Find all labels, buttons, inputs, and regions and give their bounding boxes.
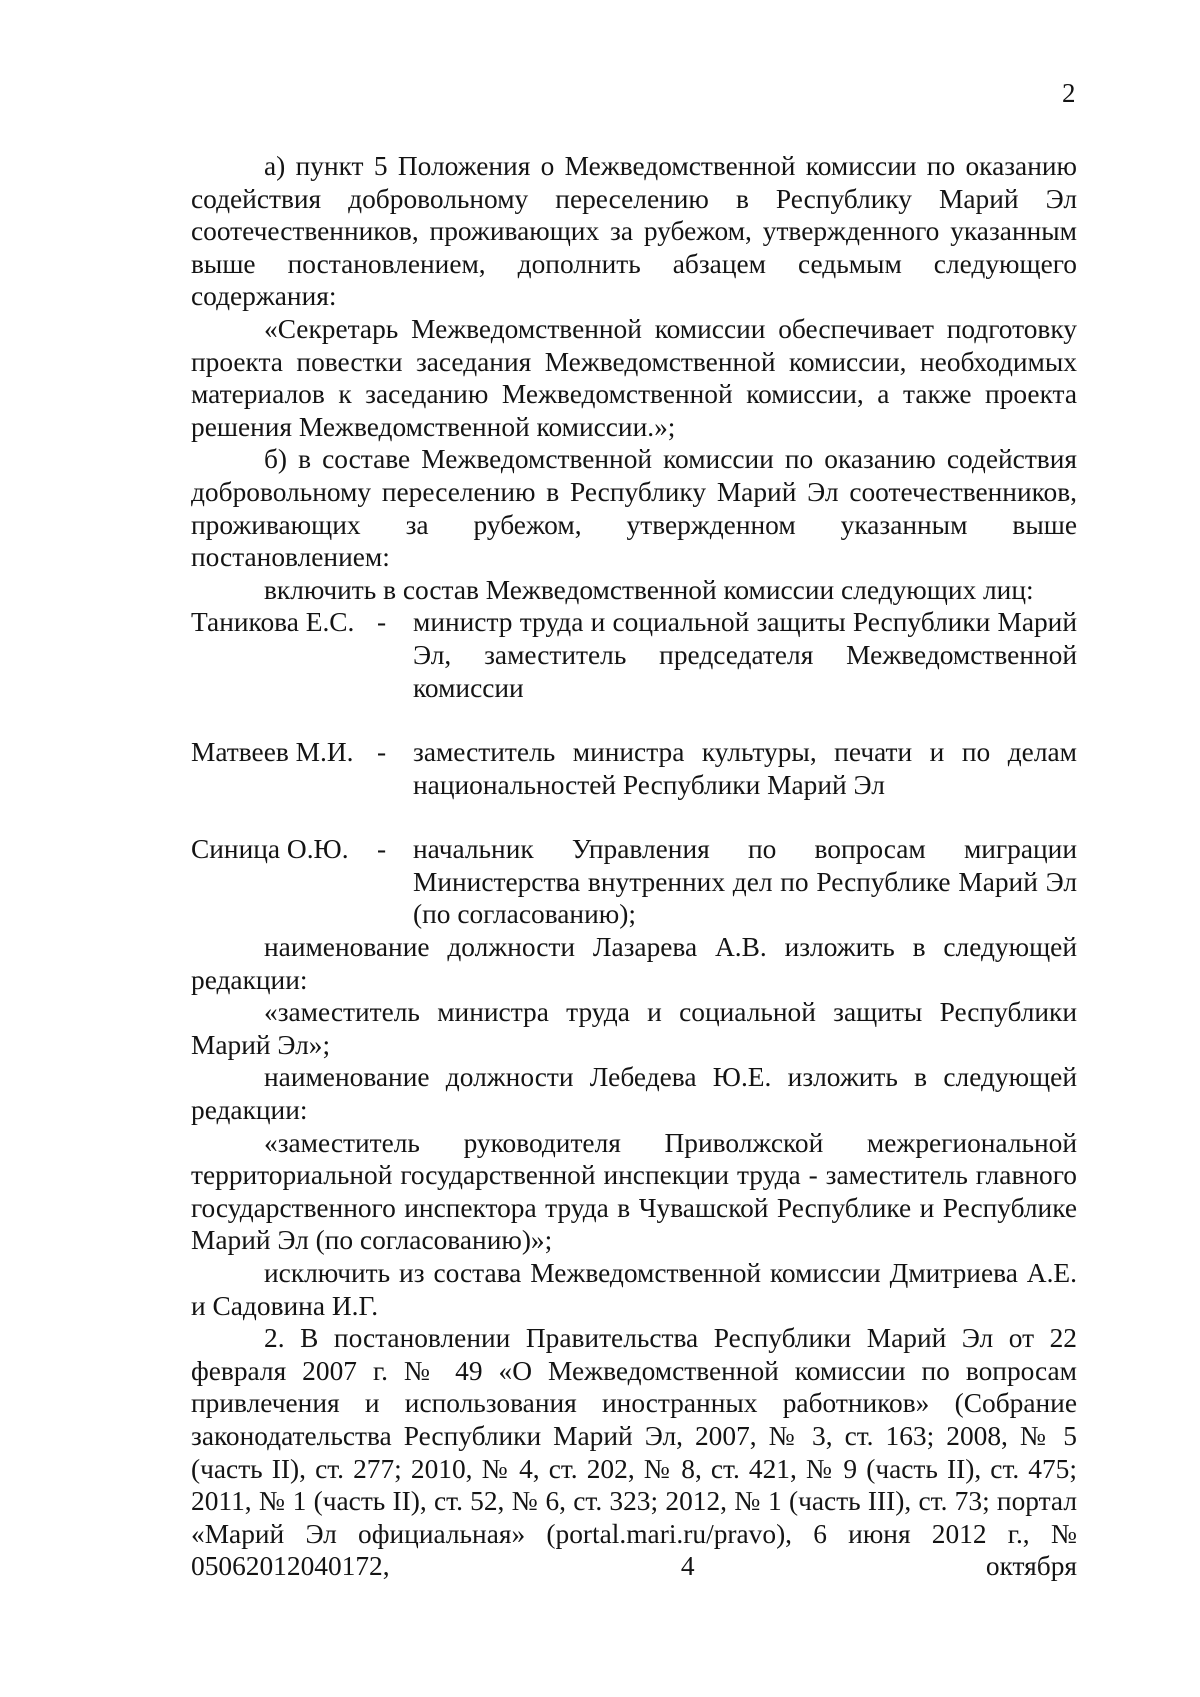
member-row [191,833,1077,931]
member-role: заместитель министра культуры, печати и по делам национальностей Республики Марий Эл [413,737,1077,800]
member-dash: - [377,737,387,768]
paragraph-lebedev: наименование должности Лебедева Ю.Е. изложить в следующей редакции: [191,1062,1077,1126]
document-body [191,150,1077,1583]
paragraph-exclude: исключить из состава Межведомственной комиссии Дмитриева А.Е. и Садовина И.Г. [191,1258,1077,1321]
member-name: Синица О.Ю. [191,834,349,865]
member-dash: - [377,607,387,638]
page-number: 2 [1062,78,1076,108]
paragraph-include-members: включить в состав Межведомственной комиссии следующих лиц: [264,574,1034,605]
member-role: начальник Управления по вопросам миграции Министерства внутренних дел по Республике Марий Эл (по согласованию); [413,834,1077,930]
paragraph-2: 2. В постановлении Правительства Республики Марий Эл от 22 февраля 2007 г. № 49 «О Межведомственной комиссии по вопросам привлечения и использования иностранных работников» (Собрание законодательства Республики Марий Эл, 2007, № 3, ст. 163; 2008, № 5 (часть II), ст. 277; 2010, № 4, ст. 202, № 8, ст. 421, № 9 (часть II), ст. 475; 2011, № 1 (часть II), ст. 52, № 6, ст. 323; 2012, № 1 (часть III), ст. 73; портал «Марий Эл официальная» (portal.mari.ru/pravo), 6 июня 2012 г., № 05062012040172, 4 октября [191,1323,1077,1582]
member-dash: - [377,834,387,865]
paragraph-lazarev: наименование должности Лазарева А.В. изложить в следующей редакции: [191,932,1077,995]
paragraph-secretary-quote: «Секретарь Межведомственной комиссии обеспечивает подготовку проекта повестки заседания Межведомственной комиссии, необходимых материалов к заседанию Межведомственной комиссии, а также проекта решения Межведомственной комиссии.»; [191,313,1077,442]
paragraph-a: а) пункт 5 Положения о Межведомственной комиссии по оказанию содействия добровольному переселению в Республику Марий Эл соотечественников, проживающих за рубежом, утвержденного указанным выше постановлением, дополнить абзацем седьмым следующего содержания: [191,151,1077,312]
member-role: министр труда и социальной защиты Республики Марий Эл, заместитель председателя Межведомственной комиссии [413,607,1077,703]
member-name: Таникова Е.С. [191,607,355,638]
paragraph-b: б) в составе Межведомственной комиссии по оказанию содействия добровольному переселению в Республику Марий Эл соотечественников, проживающих за рубежом, утвержденном указанным выше постановлением: [191,444,1077,573]
spacer [191,704,1077,736]
members-list [191,606,1077,931]
paragraph-lazarev-new-title: «заместитель министра труда и социальной защиты Республики Марий Эл»; [191,997,1077,1060]
member-row [191,736,1077,801]
paragraph-lebedev-new-title: «заместитель руководителя Приволжской межрегиональной территориальной государственной инспекции труда - заместитель главного государственного инспектора труда в Чувашской Республике и Республике Марий Эл (по согласованию)»; [191,1127,1077,1256]
member-name: Матвеев М.И. [191,737,354,768]
spacer [191,801,1077,833]
member-row [191,606,1077,704]
